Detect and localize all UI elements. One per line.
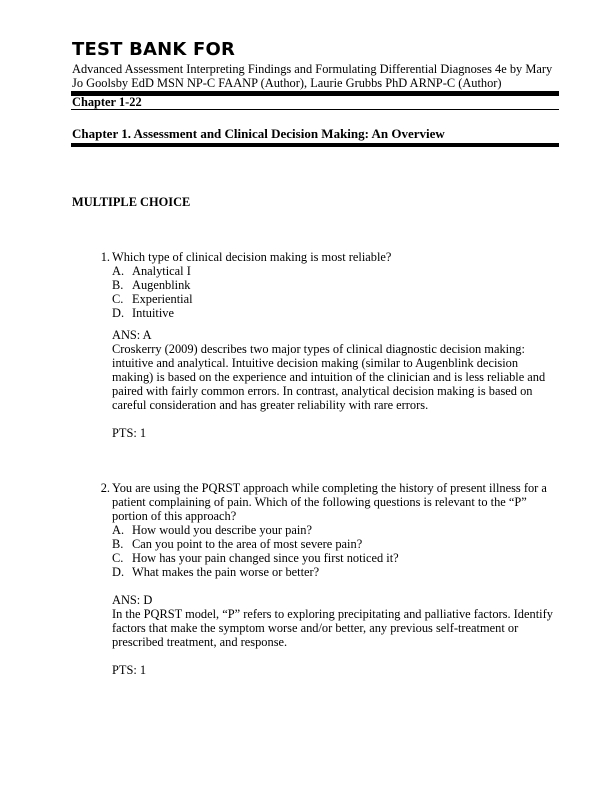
points: PTS: 1 — [112, 426, 147, 440]
question-number: 1. — [100, 250, 110, 264]
option-b — [112, 278, 560, 292]
option-letter: C. — [112, 292, 124, 306]
option-letter: A. — [112, 264, 125, 278]
question-2 — [90, 481, 560, 677]
option-letter: D. — [112, 565, 125, 579]
option-a — [112, 264, 560, 278]
option-list — [90, 523, 560, 579]
option-text: What makes the pain worse or better? — [132, 565, 320, 579]
answer-rationale: Croskerry (2009) describes two major types of clinical diagnostic decision making: intuitive and analytical. Intuitive decision making (similar to Augenblink decision making) is based on the experience and intuition of the clinician and is less reliable and paired with fairly common errors. In contrast, analytical decision making is based on careful consideration and has greater reliability with rare errors. — [112, 342, 546, 412]
option-text: How would you describe your pain? — [132, 523, 312, 537]
question-text: You are using the PQRST approach while completing the history of present illness for a patient complaining of pain. Which of the following questions is relevant to the “P” portion of this approach? — [112, 481, 547, 523]
option-letter: B. — [112, 537, 124, 551]
answer-key: ANS: D — [112, 593, 153, 607]
option-text: Analytical I — [132, 264, 191, 278]
option-list — [90, 264, 560, 320]
chapter-title: Chapter 1. Assessment and Clinical Decision Making: An Overview — [72, 126, 445, 141]
chapter-rule — [71, 143, 559, 147]
answer-block — [90, 593, 560, 677]
option-d — [112, 565, 560, 579]
chapter-range: Chapter 1-22 — [72, 95, 142, 109]
option-a — [112, 523, 560, 537]
answer-rationale: In the PQRST model, “P” refers to exploring precipitating and palliative factors. Identify factors that make the symptom worse and/or better, any previous self-treatment or prescribed treatment, and response. — [112, 607, 553, 649]
question-stem — [90, 481, 560, 523]
question-number: 2. — [100, 481, 110, 495]
question-stem — [90, 250, 560, 264]
option-letter: B. — [112, 278, 124, 292]
header-rule-thin — [71, 109, 559, 110]
option-letter: D. — [112, 306, 125, 320]
option-text: Intuitive — [132, 306, 174, 320]
answer-block — [90, 328, 560, 440]
option-b — [112, 537, 560, 551]
answer-key: ANS: A — [112, 328, 152, 342]
option-letter: C. — [112, 551, 124, 565]
option-c — [112, 551, 560, 565]
header-title: TEST BANK FOR — [72, 39, 236, 60]
option-text: Augenblink — [132, 278, 191, 292]
option-letter: A. — [112, 523, 125, 537]
option-d — [112, 306, 560, 320]
section-heading: MULTIPLE CHOICE — [72, 195, 191, 209]
header-rule-thick — [71, 91, 559, 96]
question-1 — [90, 250, 560, 440]
points: PTS: 1 — [112, 663, 147, 677]
option-text: How has your pain changed since you first noticed it? — [132, 551, 399, 565]
option-text: Can you point to the area of most severe pain? — [132, 537, 363, 551]
question-text: Which type of clinical decision making is most reliable? — [112, 250, 392, 264]
option-text: Experiential — [132, 292, 193, 306]
header-subtitle: Advanced Assessment Interpreting Findings and Formulating Differential Diagnoses 4e by Mary Jo Goolsby EdD MSN NP-C FAANP (Author), Laurie Grubbs PhD ARNP-C (Author) — [72, 62, 553, 90]
option-c — [112, 292, 560, 306]
